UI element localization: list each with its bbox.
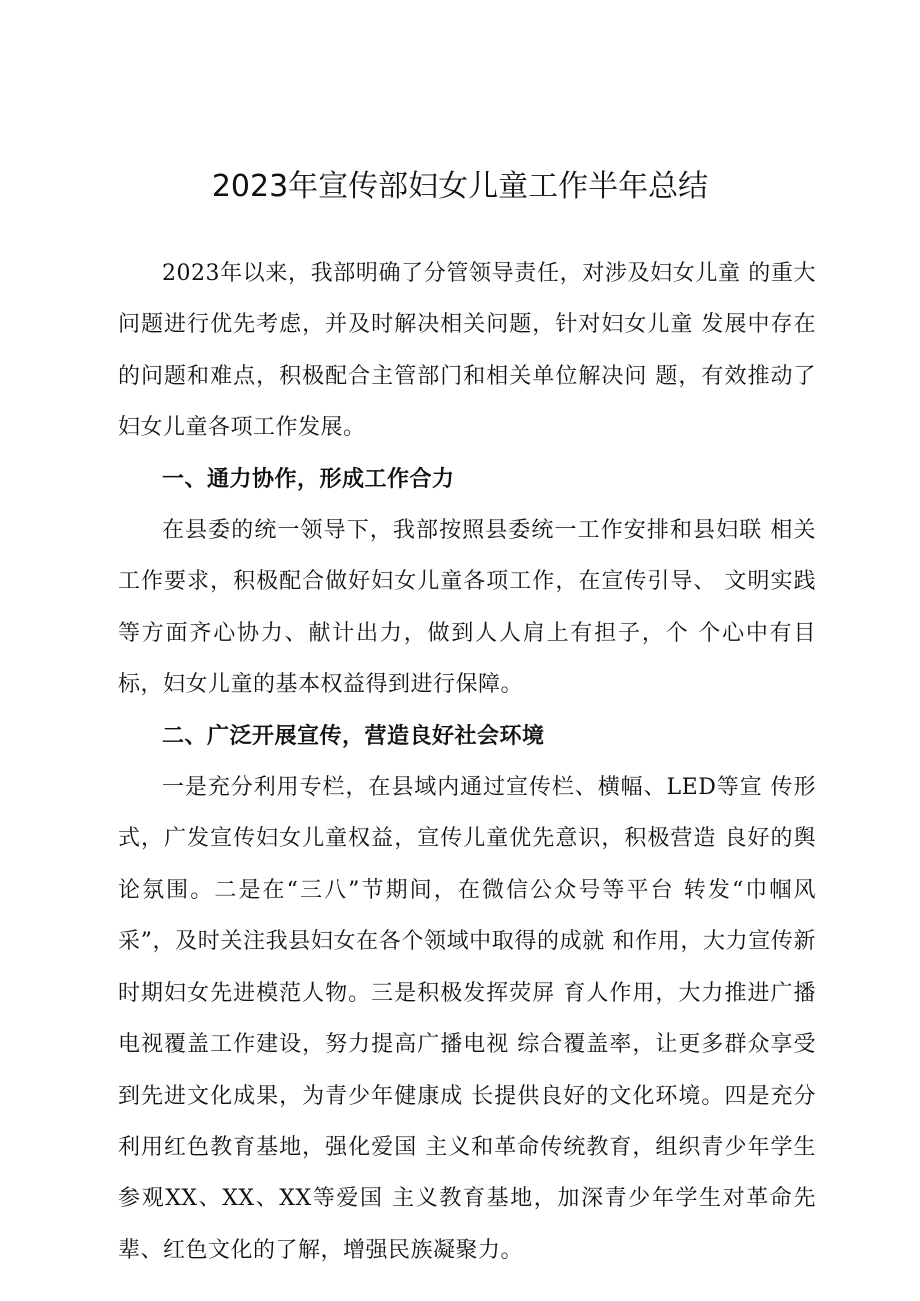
section-paragraph-1: 在县委的统一领导下，我部按照县委统一工作安排和县妇联 相关工作要求，积极配合做好妇女儿童各项工作，在宣传引导、 文明实践等方面齐心协力、献计出力，做到人人肩上有担子，个 个心中有目标，妇女儿童的基本权益得到进行保障。 [118,518,816,698]
document-body [118,248,816,1276]
section-heading-1: 一、通力协作，形成工作合力 [162,466,455,492]
intro-paragraph: 2023年以来，我部明确了分管领导责任，对涉及妇女儿童 的重大问题进行优先考虑，并及时解决相关问题，针对妇女儿童 发展中存在的问题和难点，积极配合主管部门和相关单位解决问 题，有效推动了妇女儿童各项工作发展。 [118,261,816,441]
section-heading-2: 二、广泛开展宣传，营造良好社会环境 [162,723,545,749]
section-paragraph-2: 一是充分利用专栏，在县域内通过宣传栏、横幅、LED等宣 传形式，广发宣传妇女儿童权益，宣传儿童优先意识，积极营造 良好的舆论氛围。二是在“三八”节期间，在微信公众号等平台 转发“巾帼风采”，及时关注我县妇女在各个领域中取得的成就 和作用，大力宣传新时期妇女先进模范人物。三是积极发挥荧屏 育人作用，大力推进广播电视覆盖工作建设，努力提高广播电视 综合覆盖率，让更多群众享受到先进文化成果，为青少年健康成 长提供良好的文化环境。四是充分利用红色教育基地，强化爱国 主义和革命传统教育，组织青少年学生参观XX、XX、XX等爱国 主义教育基地，加深青少年学生对革命先辈、红色文化的了解，增强民族凝聚力。 [118,775,816,1263]
document-title: 2023年宣传部妇女儿童工作半年总结 [211,169,709,204]
